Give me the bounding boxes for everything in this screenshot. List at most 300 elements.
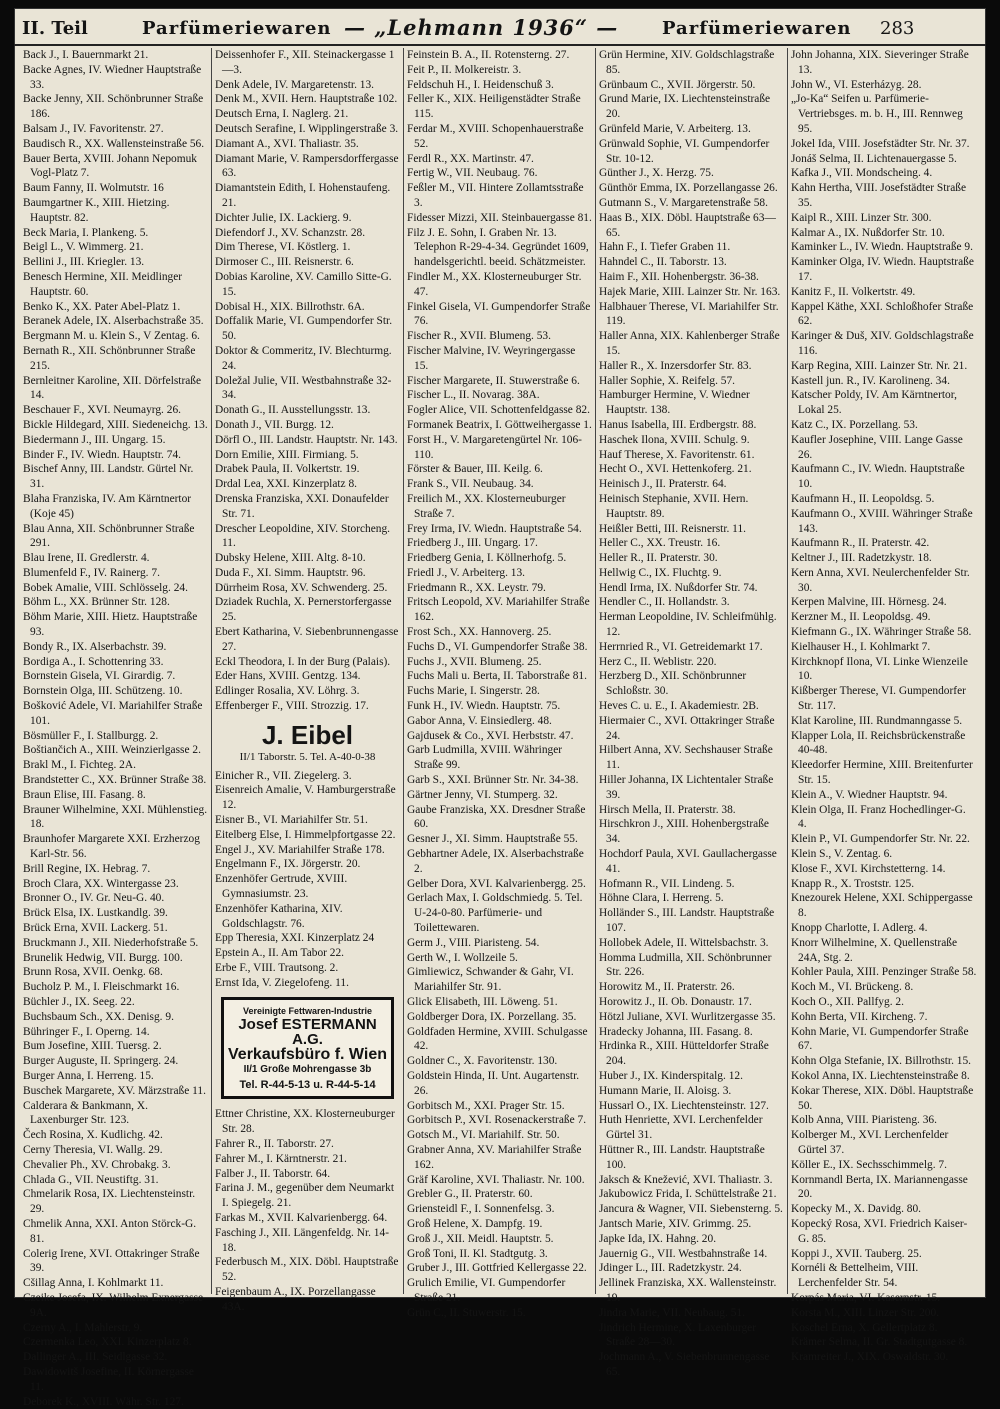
- directory-entry: Blaha Franziska, IV. Am Kärntnertor (Koje 45): [23, 492, 192, 520]
- directory-entry: Backe Agnes, IV. Wiedner Hauptstraße 33.: [23, 63, 202, 91]
- directory-entry: Hiller Johanna, IX Lichtentaler Straße 39.: [599, 774, 774, 801]
- directory-entry: Czermenka Leo, XXI. Kinzerplatz 8.: [23, 1336, 192, 1349]
- column-4: [596, 48, 788, 1378]
- directory-entry: Gutmann S., V. Margaretenstraße 58.: [599, 196, 768, 209]
- directory-entry: Fogler Alice, VII. Schottenfeldgasse 82.: [407, 404, 590, 417]
- directory-entry: Findler M., XX. Klosterneuburger Str. 47.: [407, 270, 582, 298]
- directory-entry: Feldschuh H., I. Heidenschuß 3.: [407, 78, 554, 91]
- directory-entry: Beranek Adele, IX. Alserbachstraße 35.: [23, 315, 204, 328]
- directory-entry: Blau Anna, XII. Schönbrunner Straße 291.: [23, 522, 195, 550]
- directory-entry: Herrnried R., VI. Getreidemarkt 17.: [599, 640, 763, 653]
- directory-entry: Glick Elisabeth, III. Löweng. 51.: [407, 996, 558, 1008]
- directory-entry: Heves C. u. E., I. Akademiestr. 2B.: [599, 700, 759, 713]
- directory-entry: Friedmann R., XX. Leystr. 79.: [407, 581, 546, 594]
- directory-entry: Fritsch Leopold, XV. Mariahilfer Straße 162.: [407, 596, 590, 624]
- directory-entry: Kaipl R., XIII. Linzer Str. 300.: [791, 211, 932, 224]
- directory-entry: Friedberg Genia, I. Köllnerhofg. 5.: [407, 552, 567, 565]
- directory-entry: Dürrheim Rosa, XV. Schwenderg. 25.: [215, 581, 388, 594]
- directory-entry: Goldner C., X. Favoritenstr. 130.: [407, 1055, 558, 1068]
- directory-entry: Bondy R., IX. Alserbachstr. 39.: [23, 640, 167, 653]
- directory-entry: Gruber J., III. Gottfried Kellergasse 22.: [407, 1262, 587, 1275]
- directory-entry: Calderara & Bankmann, X. Laxenburger Str. 123.: [23, 1099, 148, 1127]
- advertisement-eibel: [215, 720, 400, 765]
- directory-entry: Finkel Gisela, VI. Gumpendorfer Straße 76.: [407, 300, 591, 328]
- directory-entry: Bucholz P. M., I. Fleischmarkt 16.: [23, 981, 180, 994]
- directory-entry: Epstein A., II. Am Tabor 22.: [215, 947, 345, 960]
- directory-entry: Kohn Marie, VI. Gumpendorfer Straße 67.: [791, 1025, 969, 1053]
- directory-entry: Japke Ida, IX. Hahng. 20.: [599, 1232, 717, 1245]
- directory-entry: Hilbert Anna, XV. Sechshauser Straße 11.: [599, 744, 773, 772]
- directory-entry: Kappel Käthe, XXI. Schloßhofer Straße 62.: [791, 300, 974, 328]
- directory-entry: Gerth W., I. Wollzeile 5.: [407, 951, 518, 964]
- directory-entry: Kopecky M., X. Davidg. 80.: [791, 1203, 922, 1216]
- directory-entry: Brauner Wilhelmine, XXI. Mühlenstieg. 18.: [23, 803, 208, 831]
- directory-entry: Eder Hans, XVIII. Gentzg. 134.: [215, 670, 361, 683]
- directory-entry: Einicher R., VII. Ziegelerg. 3.: [215, 769, 352, 782]
- directory-entry: Chlada G., VII. Neustiftg. 31.: [23, 1173, 159, 1186]
- directory-entry: Eisner B., VI. Mariahilfer Str. 51.: [215, 814, 368, 827]
- column-2: [212, 48, 404, 1313]
- directory-entry: Edlinger Rosalia, XV. Löhrg. 3.: [215, 685, 360, 698]
- directory-entry: Fischer L., II. Novarag. 38A.: [407, 389, 540, 402]
- directory-entry: Donath J., VII. Burgg. 12.: [215, 418, 334, 431]
- directory-entry: Buchsbaum Sch., XX. Denisg. 9.: [23, 1010, 174, 1023]
- directory-entry: Bischef Anny, III. Landstr. Gürtel Nr. 31.: [23, 463, 194, 491]
- category-title-right: Parfümeriewaren: [662, 18, 852, 39]
- directory-entry: Kaminker L., IV. Wiedn. Hauptstraße 9.: [791, 241, 973, 254]
- directory-entry: Diamantstein Edith, I. Hohenstaufeng. 21.: [215, 182, 391, 209]
- directory-entry: Dirmoser C., III. Reisnerstr. 6.: [215, 256, 354, 269]
- directory-entry: Kaufmann H., II. Leopoldsg. 5.: [791, 492, 935, 505]
- advertisement-estermann: [221, 997, 394, 1100]
- directory-entry: Bösmüller F., I. Stallburgg. 2.: [23, 729, 159, 742]
- directory-entry: Blau Irene, II. Gredlerstr. 4.: [23, 552, 150, 565]
- directory-entry: Haller Anna, XIX. Kahlenberger Straße 15.: [599, 330, 780, 357]
- directory-entry: Homma Ludmilla, XII. Schönbrunner Str. 226.: [599, 951, 772, 979]
- directory-entry: Kafka J., VII. Mondscheing. 4.: [791, 167, 933, 180]
- directory-entry: Knopp Charlotte, I. Adlerg. 4.: [791, 922, 928, 935]
- directory-entry: Kohn Berta, VII. Kircheng. 7.: [791, 1010, 928, 1023]
- directory-entry: Baumgartner K., XIII. Hietzing. Hauptstr. 82.: [23, 196, 170, 224]
- directory-entry: Beck Maria, I. Plankeng. 5.: [23, 226, 149, 239]
- directory-entry: Feigenbaum A., IX. Porzellangasse 43A.: [215, 1285, 376, 1313]
- ad-estermann-line-5: Tel. R-44-5-13 u. R-44-5-14: [239, 1078, 376, 1091]
- directory-entry: Ferdl R., XX. Martinstr. 47.: [407, 152, 534, 165]
- directory-entry: Fischer Malvine, IV. Weyringergasse 15.: [407, 344, 576, 372]
- directory-entry: Heller C., XX. Treustr. 16.: [599, 537, 721, 550]
- ad-estermann-line-4: II/1 Große Mohrengasse 3b: [243, 1063, 372, 1075]
- directory-entry: Gärtner Jenny, VI. Stumperg. 32.: [407, 788, 558, 801]
- directory-entry: Horowitz M., II. Praterstr. 26.: [599, 981, 735, 994]
- directory-entry: Dörfl O., III. Landstr. Hauptstr. Nr. 143.: [215, 433, 398, 446]
- directory-entry: Jakubowicz Frida, I. Schüttelstraße 21.: [599, 1188, 777, 1201]
- directory-entry: Funk H., IV. Wiedn. Hauptstr. 75.: [407, 700, 561, 713]
- directory-entry: Kahn Hertha, VIII. Josefstädter Straße 35.: [791, 182, 967, 209]
- category-title-left: Parfümeriewaren: [142, 18, 332, 39]
- directory-entry: Deborek K., XVIII. Währ. Str. 127.: [23, 1395, 184, 1408]
- directory-entry: Engel J., XV. Mariahilfer Straße 178.: [215, 843, 385, 856]
- directory-entry: Drenska Franziska, XXI. Donaufelder Str. 71.: [215, 492, 389, 520]
- directory-entry: Beschauer F., XVI. Neumayrg. 26.: [23, 404, 181, 417]
- directory-entry: Hauf Therese, X. Favoritenstr. 61.: [599, 448, 755, 461]
- directory-entry: Kohler Paula, XIII. Penzinger Straße 58.: [791, 966, 977, 979]
- directory-entry: Garb S., XXI. Brünner Str. Nr. 34-38.: [407, 774, 579, 787]
- directory-entry: Kolb Anna, VIII. Piaristeng. 36.: [791, 1114, 937, 1127]
- directory-entry: Hajek Marie, XIII. Lainzer Str. Nr. 163.: [599, 285, 781, 298]
- directory-entry: Ferdar M., XVIII. Schopenhauerstraße 52.: [407, 122, 584, 150]
- directory-entry: Bordiga A., I. Schottenring 33.: [23, 655, 164, 668]
- directory-entry: Garb Ludmilla, XVIII. Währinger Straße 99.: [407, 744, 563, 772]
- directory-entry: Dubsky Helene, XIII. Altg. 8-10.: [215, 552, 366, 565]
- directory-entry: Gerlach Max, I. Goldschmiedg. 5. Tel. U-24-0-80. Parfümerie- und Toilettewaren.: [407, 892, 583, 935]
- directory-entry: Kaufler Josephine, VIII. Lange Gasse 26.: [791, 433, 963, 461]
- directory-entry: Back J., I. Bauernmarkt 21.: [23, 49, 149, 61]
- directory-entry: Hiermaier C., XVI. Ottakringer Straße 24.: [599, 714, 775, 742]
- directory-entry: Grebler G., II. Praterstr. 60.: [407, 1188, 533, 1201]
- directory-entry: Hollobek Adele, II. Wittelsbachstr. 3.: [599, 936, 769, 949]
- directory-entry: Gaube Franziska, XX. Dresdner Straße 60.: [407, 803, 586, 831]
- directory-entry: Jochmann A., V. Siebenbrunnengasse 65.: [599, 1351, 770, 1378]
- directory-entry: Jauernig G., VII. Westbahnstraße 14.: [599, 1247, 768, 1260]
- directory-entry: Gesner J., XI. Simm. Hauptstraße 55.: [407, 833, 578, 846]
- directory-entry: Dobisal H., XIX. Billrothstr. 6A.: [215, 300, 365, 313]
- directory-entry: Knezourek Helene, XXI. Schippergasse 8.: [791, 892, 973, 920]
- directory-entry: Federbusch M., XIX. Döbl. Hauptstraße 52.: [215, 1256, 399, 1284]
- directory-entry: Kaufmann R., II. Praterstr. 42.: [791, 537, 930, 550]
- directory-entry: Kopecký Rosa, XVI. Friedrich Kaiser-G. 85.: [791, 1217, 968, 1245]
- directory-entry: Brück Erna, XVII. Lackerg. 51.: [23, 922, 168, 935]
- directory-entry: Gotsch M., VI. Mariahilf. Str. 50.: [407, 1129, 560, 1142]
- directory-entry: Brakl M., I. Fichteg. 2A.: [23, 759, 136, 772]
- directory-entry: Kielhauser H., I. Kohlmarkt 7.: [791, 640, 931, 653]
- directory-entry: Groß J., XII. Meidl. Hauptstr. 5.: [407, 1232, 554, 1245]
- directory-entry: Koch O., XII. Pallfyg. 2.: [791, 996, 904, 1008]
- ad-estermann-line-3: Verkaufsbüro f. Wien: [228, 1046, 387, 1063]
- directory-entry: Heißler Betti, III. Reisnerstr. 11.: [599, 522, 746, 535]
- directory-entry: Holländer S., III. Landstr. Hauptstraße 107.: [599, 907, 775, 935]
- directory-entry: Hecht O., XVI. Hettenkoferg. 21.: [599, 463, 752, 476]
- directory-entry: Feßler M., VII. Hintere Zollamtsstraße 3.: [407, 182, 584, 209]
- ad-eibel-address: II/1 Taborstr. 5. Tel. A-40-0-38: [239, 750, 376, 763]
- directory-entry: Katz C., IX. Porzellang. 53.: [791, 418, 918, 431]
- directory-entry: Grund Marie, IX. Liechtensteinstraße 20.: [599, 93, 771, 121]
- directory-entry: Hendl Irma, IX. Nußdorfer Str. 74.: [599, 581, 758, 594]
- directory-entry: Jonáš Selma, II. Lichtenauergasse 5.: [791, 152, 957, 165]
- directory-entry: Groß Toni, II. Kl. Stadtgutg. 3.: [407, 1247, 548, 1260]
- directory-entry: Koch M., VI. Brückeng. 8.: [791, 981, 914, 994]
- directory-entry: Germ J., VIII. Piaristeng. 54.: [407, 936, 540, 949]
- directory-entry: Kastell jun. R., IV. Karolineng. 34.: [791, 374, 950, 387]
- directory-entry: Goldstein Hinda, II. Unt. Augartenstr. 26.: [407, 1069, 580, 1097]
- directory-entry: Donath G., II. Ausstellungsstr. 13.: [215, 404, 371, 417]
- directory-entry: Burger Anna, I. Herreng. 15.: [23, 1069, 154, 1082]
- directory-entry: Hochdorf Paula, XVI. Gaullachergasse 41.: [599, 848, 777, 875]
- directory-entry: Klein A., V. Wiedner Hauptstr. 94.: [791, 788, 948, 801]
- directory-entry: Jdinger L., III. Radetzkystr. 24.: [599, 1262, 742, 1275]
- directory-entry: Cerny Theresia, VI. Wallg. 29.: [23, 1143, 163, 1156]
- directory-entry: Enzenhöfer Katharina, XIV. Goldschlagstr. 76.: [215, 902, 343, 930]
- directory-entry: Karp Regina, XIII. Lainzer Str. Nr. 21.: [791, 359, 968, 372]
- directory-entry: Günther J., X. Herzg. 75.: [599, 167, 714, 180]
- directory-entry: Dobias Karoline, XV. Camillo Sitte-G. 15.: [215, 270, 392, 298]
- directory-entry: Herzberg D., XII. Schönbrunner Schloßstr. 30.: [599, 670, 747, 698]
- directory-entry: Klose F., XVI. Kirchstetterng. 14.: [791, 862, 946, 875]
- directory-entry: Kirchknopf Ilona, VI. Linke Wienzeile 10.: [791, 655, 968, 683]
- directory-entry: Enzenhöfer Gertrude, XVIII. Gymnasiumstr. 23.: [215, 873, 348, 901]
- directory-entry: Klein Olga, II. Franz Hochedlinger-G. 4.: [791, 803, 966, 831]
- directory-entry: Gelber Dora, XVI. Kalvarienbergg. 25.: [407, 877, 586, 890]
- directory-entry: Fuchs Marie, I. Singerstr. 28.: [407, 685, 540, 698]
- directory-entry: Haschek Ilona, XVIII. Schulg. 9.: [599, 433, 750, 446]
- directory-entry: Hellwig C., IX. Fluchtg. 9.: [599, 566, 722, 579]
- directory-entry: Bum Josefine, XIII. Tuersg. 2.: [23, 1040, 162, 1053]
- directory-entry: Fidesser Mizzi, XII. Steinbauergasse 81.: [407, 211, 592, 224]
- directory-entry: Hussarl O., IX. Liechtensteinstr. 127.: [599, 1099, 769, 1112]
- directory-entry: Kanitz F., II. Volkertstr. 49.: [791, 285, 916, 298]
- directory-entry: Gräf Karoline, XVI. Thaliastr. Nr. 100.: [407, 1173, 585, 1186]
- directory-entry: Grün Hermine, XIV. Goldschlagstraße 85.: [599, 49, 775, 76]
- directory-entry: Chmelik Anna, XXI. Anton Störck-G. 81.: [23, 1217, 197, 1245]
- directory-entry: Jancura & Wagner, VII. Siebensterng. 5.: [599, 1203, 783, 1216]
- directory-entry: Bornstein Olga, III. Schützeng. 10.: [23, 685, 183, 698]
- directory-entry: Drescher Leopoldine, XIV. Storcheng. 11.: [215, 522, 391, 550]
- directory-entry: Boštiančich A., XIII. Weinzierlgasse 2.: [23, 744, 201, 757]
- directory-entry: Bellini J., III. Kriegler. 13.: [23, 256, 145, 269]
- directory-entry: Grünfeld Marie, V. Arbeiterg. 13.: [599, 122, 751, 135]
- directory-entry: Höhne Clara, I. Herreng. 5.: [599, 892, 724, 905]
- directory-entry: Haas B., XIX. Döbl. Hauptstraße 63—65.: [599, 211, 776, 239]
- directory-entry: Jokel Ida, VIII. Josefstädter Str. Nr. 37.: [791, 137, 970, 150]
- directory-entry: Formanek Beatrix, I. Göttweihergasse 1.: [407, 418, 592, 431]
- directory-entry: Koschel Erna, X. Gellertplatz 8.: [791, 1321, 938, 1334]
- directory-entry: Frost Sch., XX. Hannoverg. 25.: [407, 626, 552, 639]
- column-5: [788, 48, 980, 1364]
- column-1: [20, 48, 212, 1408]
- directory-entry: Kohn Olga Stefanie, IX. Billrothstr. 15.: [791, 1055, 972, 1068]
- directory-entry: Jaksch & Knežević, XVI. Thaliastr. 3.: [599, 1173, 773, 1186]
- directory-entry: Forst H., V. Margaretengürtel Nr. 106-110.: [407, 433, 582, 461]
- directory-entry: Gimliewicz, Schwander & Gahr, VI. Mariahilfer Str. 91.: [407, 966, 574, 994]
- directory-entry: Krämer Selma, II. Gr. Stadtgutgasse 8.: [791, 1336, 968, 1349]
- directory-entry: Keltner J., III. Radetzkystr. 18.: [791, 552, 932, 565]
- directory-entry: Kramreiter J., XIX. Oswaldstr. 30.: [791, 1351, 949, 1364]
- directory-entry: Beigl L., V. Wimmerg. 21.: [23, 241, 144, 254]
- directory-entry: Korpás Maria, VI. Kasernstr. 15.: [791, 1291, 941, 1304]
- directory-entry: Goldberger Dora, IX. Porzellang. 35.: [407, 1010, 577, 1023]
- directory-entry: Deutsch Erna, I. Naglerg. 21.: [215, 108, 349, 121]
- directory-entry: Heinisch Stephanie, XVII. Hern. Hauptstr. 89.: [599, 492, 749, 520]
- directory-entry: Dorn Emilie, XIII. Firmiang. 5.: [215, 448, 359, 461]
- directory-entry: Haller Sophie, X. Reifelg. 57.: [599, 374, 736, 387]
- directory-entry: Hradecky Johanna, III. Fasang. 8.: [599, 1025, 753, 1038]
- directory-entry: Eisenreich Amalie, V. Hamburgerstraße 12.: [215, 784, 396, 812]
- directory-entry: Hamburger Hermine, V. Wiedner Hauptstr. 138.: [599, 389, 750, 417]
- ad-estermann-line-1: Vereinigte Fettwaren-Industrie: [242, 1005, 373, 1016]
- directory-entry: Gajdusek & Co., XVI. Herbststr. 47.: [407, 729, 574, 742]
- directory-entry: Kaminker Olga, IV. Wiedn. Hauptstraße 17.: [791, 256, 974, 283]
- directory-entry: Heinisch J., II. Praterstr. 64.: [599, 478, 727, 491]
- directory-entry: Balsam J., IV. Favoritenstr. 27.: [23, 122, 164, 135]
- directory-entry: Jindrich Hermine, X. Laxenburger Straße 28—30.: [599, 1321, 756, 1349]
- directory-entry: Knapp R., X. Troststr. 125.: [791, 877, 915, 890]
- directory-entry: Haller R., X. Inzersdorfer Str. 83.: [599, 359, 752, 372]
- directory-entry: Fuchs J., XVII. Blumeng. 25.: [407, 655, 542, 668]
- directory-entry: Feit P., II. Molkereistr. 3.: [407, 63, 522, 76]
- directory-entry: Dallinger A., III. Seidlgasse 32.: [23, 1351, 168, 1364]
- directory-entry: John W., VI. Esterházyg. 28.: [791, 78, 922, 91]
- directory-entry: Filz J. E. Sohn, I. Graben Nr. 13. Telephon R-29-4-34. Gegründet 1609, handelsgerichtl. beeid. Schätzmeister.: [407, 226, 589, 269]
- directory-entry: Diefendorf J., XV. Schanzstr. 28.: [215, 226, 366, 239]
- directory-entry: Brunelik Hedwig, VII. Burgg. 100.: [23, 951, 183, 964]
- directory-entry: Benesch Hermine, XII. Meidlinger Hauptstr. 60.: [23, 270, 183, 298]
- directory-entry: Kleedorfer Hermine, XIII. Breitenfurter Str. 15.: [791, 759, 973, 787]
- directory-entry: Grünbaum C., XVII. Jörgerstr. 50.: [599, 78, 756, 91]
- directory-entry: Chmelarik Rosa, IX. Liechtensteinstr. 29.: [23, 1188, 196, 1216]
- directory-entry: Klein P., VI. Gumpendorfer Str. Nr. 22.: [791, 833, 970, 846]
- directory-entry: Griensteidl F., I. Sonnenfelsg. 3.: [407, 1203, 555, 1216]
- directory-entry: Förster & Bauer, III. Keilg. 6.: [407, 463, 543, 476]
- directory-entry: Gorbitsch P., XVI. Rosenackerstraße 7.: [407, 1114, 587, 1127]
- directory-entry: Biedermann J., III. Ungarg. 15.: [23, 433, 166, 446]
- directory-entry: Drabek Paula, II. Volkertstr. 19.: [215, 463, 360, 476]
- section-label: II. Teil: [22, 18, 88, 39]
- directory-entry: Czeike Josefa, IX. Wilhelm Exnergasse 9A.: [23, 1291, 204, 1319]
- directory-entry: Kißberger Therese, VI. Gumpendorfer Str. 117.: [791, 685, 966, 713]
- directory-entry: Koppi J., XVII. Tauberg. 25.: [791, 1247, 922, 1260]
- directory-entry: Brunn Rosa, XVII. Oenkg. 68.: [23, 966, 163, 979]
- directory-entry: Kern Anna, XVI. Neulerchenfelder Str. 30.: [791, 566, 970, 594]
- directory-entry: Kolberger M., XVI. Lerchenfelder Gürtel 37.: [791, 1129, 949, 1156]
- directory-entry: Halbhauer Therese, VI. Mariahilfer Str. 119.: [599, 300, 779, 328]
- directory-entry: Jindra Marie, VII. Neubaug. 51.: [599, 1306, 745, 1319]
- directory-entry: Denk Adele, IV. Margaretenstr. 13.: [215, 78, 375, 91]
- directory-entry: Bobek Amalie, VIII. Schlösselg. 24.: [23, 581, 188, 594]
- column-3: [404, 48, 596, 1319]
- directory-entry: Binder F., IV. Wiedn. Hauptstr. 74.: [23, 448, 181, 461]
- directory-entry: Drdal Lea, XXI. Kinzerplatz 8.: [215, 478, 358, 491]
- directory-entry: Frank S., VII. Neubaug. 34.: [407, 478, 534, 491]
- directory-entry: Benko K., XX. Pater Abel-Platz 1.: [23, 300, 181, 313]
- directory-entry: Baudisch R., XX. Wallensteinstraße 56.: [23, 137, 205, 150]
- directory-entry: Böhm Marie, XIII. Hietz. Hauptstraße 93.: [23, 611, 198, 639]
- directory-entry: Klein S., V. Zentag. 6.: [791, 848, 893, 861]
- directory-entry: Braun Elise, III. Fasang. 8.: [23, 788, 146, 801]
- directory-entry: Bühringer F., I. Operng. 14.: [23, 1025, 150, 1038]
- directory-entry: Huth Henriette, XVI. Lerchenfelder Gürtel 31.: [599, 1114, 763, 1142]
- directory-entry: Farkas M., XVII. Kalvarienbergg. 64.: [215, 1211, 388, 1224]
- directory-entry: „Jo-Ka“ Seifen u. Parfümerie-Vertriebsges. m. b. H., III. Rennweg 95.: [791, 93, 963, 135]
- directory-entry: Brill Regine, IX. Hebrag. 7.: [23, 862, 151, 875]
- directory-entry: Deissenhofer F., XII. Steinackergasse 1—3.: [215, 49, 395, 76]
- directory-entry: Klapper Lola, II. Reichsbrückenstraße 40-48.: [791, 729, 966, 757]
- directory-entry: Farina J. M., gegenüber dem Neumarkt I. Spiegelg. 21.: [215, 1182, 395, 1210]
- directory-entry: Hötzl Juliane, XVI. Wurlitzergasse 35.: [599, 1010, 776, 1023]
- directory-entry: Bernath R., XII. Schönbrunner Straße 215.: [23, 344, 196, 372]
- directory-entry: Deutsch Serafine, I. Wipplingerstraße 3.: [215, 122, 399, 135]
- directory-entry: Dichter Julie, IX. Lackierg. 9.: [215, 211, 352, 224]
- directory-entry: Bošković Adele, VI. Mariahilfer Straße 101.: [23, 700, 203, 727]
- directory-entry: Fertig W., VII. Neubaug. 76.: [407, 167, 538, 180]
- directory-entry: Friedberg J., III. Ungarg. 17.: [407, 537, 538, 550]
- directory-entry: Fasching J., XII. Längenfeldg. Nr. 14-18.: [215, 1226, 389, 1254]
- directory-entry: Blumenfeld F., IV. Rainerg. 7.: [23, 566, 160, 579]
- directory-entry: Feinstein B. A., II. Rotensterng. 27.: [407, 49, 570, 61]
- directory-entry: Huber J., IX. Kinderspitalg. 12.: [599, 1069, 743, 1082]
- directory-entry: Kiefmann G., IX. Währinger Straße 58.: [791, 626, 972, 639]
- directory-entry: Backe Jenny, XII. Schönbrunner Straße 186.: [23, 93, 204, 121]
- directory-entry: Falber J., II. Taborstr. 64.: [215, 1167, 331, 1180]
- directory-entry: Ernst Ida, V. Ziegelofeng. 11.: [215, 976, 349, 989]
- directory-entry: Diamant A., XVI. Thaliastr. 35.: [215, 137, 359, 150]
- ad-eibel-name: J. Eibel: [261, 719, 354, 750]
- directory-entry: Cšillag Anna, I. Kohlmarkt 11.: [23, 1277, 164, 1290]
- directory-entry: Hahn F., I. Tiefer Graben 11.: [599, 241, 731, 254]
- directory-entry: Bauer Berta, XVIII. Johann Nepomuk Vogl-Platz 7.: [23, 152, 197, 180]
- page-header: [14, 8, 986, 46]
- directory-entry: Grulich Emilie, VI. Gumpendorfer Straße 21.: [407, 1277, 566, 1304]
- directory-entry: Fischer Margarete, II. Stuwerstraße 6.: [407, 374, 580, 387]
- directory-entry: Haim F., XII. Hohenbergstr. 36-38.: [599, 270, 759, 283]
- directory-entry: Hirschkron J., XIII. Hohenbergstraße 34.: [599, 818, 769, 846]
- directory-entry: Eitelberg Else, I. Himmelpfortgasse 22.: [215, 828, 396, 841]
- directory-entry: Bornstein Gisela, VI. Girardig. 7.: [23, 670, 176, 683]
- directory-entry: Jellinek Franziska, XX. Wallensteinstr. 19.: [599, 1277, 777, 1304]
- directory-entry: Feller K., XIX. Heiligenstädter Straße 115.: [407, 93, 581, 121]
- directory-entry: Duda F., XI. Simm. Hauptstr. 96.: [215, 566, 366, 579]
- directory-entry: Effenberger F., VIII. Strozzig. 17.: [215, 700, 369, 713]
- directory-entry: Humann Marie, II. Aloisg. 3.: [599, 1084, 732, 1097]
- directory-entry: Hrdinka R., XIII. Hütteldorfer Straße 204.: [599, 1040, 769, 1068]
- directory-entry: Bickle Hildegard, XIII. Siedeneichg. 13.: [23, 418, 208, 431]
- directory-entry: Kornmandl Berta, IX. Mariannengasse 20.: [791, 1173, 968, 1201]
- directory-entry: Herz C., II. Weblistr. 220.: [599, 655, 717, 668]
- directory-entry: Bergmann M. u. Klein S., V Zentag. 6.: [23, 330, 200, 343]
- directory-entry: Ebert Katharina, V. Siebenbrunnengasse 27.: [215, 626, 399, 653]
- directory-entry: Kalmar A., IX. Nußdorfer Str. 10.: [791, 226, 945, 239]
- directory-entry: Heller R., II. Praterstr. 30.: [599, 552, 718, 565]
- directory-entry: Gabor Anna, V. Einsiedlerg. 48.: [407, 714, 552, 727]
- directory-entry: Doktor & Commeritz, IV. Blechturmg. 24.: [215, 344, 392, 372]
- directory-entry: Fahrer M., I. Kärntnerstr. 21.: [215, 1152, 347, 1165]
- directory-entry: Dziadek Ruchla, X. Pernerstorfergasse 25.: [215, 596, 392, 624]
- directory-entry: Gorbitsch M., XXI. Prager Str. 15.: [407, 1099, 565, 1112]
- directory-entry: Klat Karoline, III. Rundmanngasse 5.: [791, 714, 963, 727]
- directory-entry: Czerny A., I. Mahlerstr. 9.: [23, 1321, 143, 1334]
- directory-entry: Eckl Theodora, I. In der Burg (Palais).: [215, 655, 391, 668]
- directory-entry: Hirsch Mella, II. Praterstr. 38.: [599, 803, 736, 816]
- directory-entry: Büchler J., IX. Seeg. 22.: [23, 996, 135, 1008]
- page-number: 283: [880, 18, 915, 39]
- directory-entry: Herman Leopoldine, IV. Schleifmühlg. 12.: [599, 611, 777, 639]
- directory-entry: Frey Irma, IV. Wiedn. Hauptstraße 54.: [407, 522, 582, 535]
- directory-entry: Čech Rosina, X. Kudlichg. 42.: [23, 1129, 163, 1142]
- directory-entry: Colerig Irene, XVI. Ottakringer Straße 39.: [23, 1247, 200, 1275]
- directory-entry: Fuchs D., VI. Gumpendorfer Straße 38.: [407, 640, 588, 653]
- directory-entry: Grün C., II. Stuwerstr. 15.: [407, 1306, 526, 1319]
- directory-entry: Hahndel C., II. Taborstr. 13.: [599, 256, 727, 269]
- directory-entry: Dim Therese, VI. Köstlerg. 1.: [215, 241, 351, 254]
- directory-entry: Groß Helene, X. Dampfg. 19.: [407, 1217, 543, 1230]
- directory-entry: Korsta M., XIII. Linzer Str. 200.: [791, 1306, 940, 1319]
- directory-entry: Ettner Christine, XX. Klosterneuburger Str. 28.: [215, 1108, 395, 1136]
- directory-entry: Braunhofer Margarete XXI. Erzherzog Karl-Str. 56.: [23, 833, 200, 861]
- directory-entry: Bronner O., IV. Gr. Neu-G. 40.: [23, 892, 165, 905]
- directory-entry: Erbe F., VIII. Trautsong. 2.: [215, 962, 339, 975]
- directory-entry: Grünwald Sophie, VI. Gumpendorfer Str. 10-12.: [599, 137, 770, 165]
- directory-entry: Kaufmann O., XVIII. Währinger Straße 143.: [791, 507, 973, 535]
- directory-entry: Fahrer R., II. Taborstr. 27.: [215, 1137, 334, 1150]
- directory-entry: Engelmann F., IX. Jörgerstr. 20.: [215, 858, 361, 871]
